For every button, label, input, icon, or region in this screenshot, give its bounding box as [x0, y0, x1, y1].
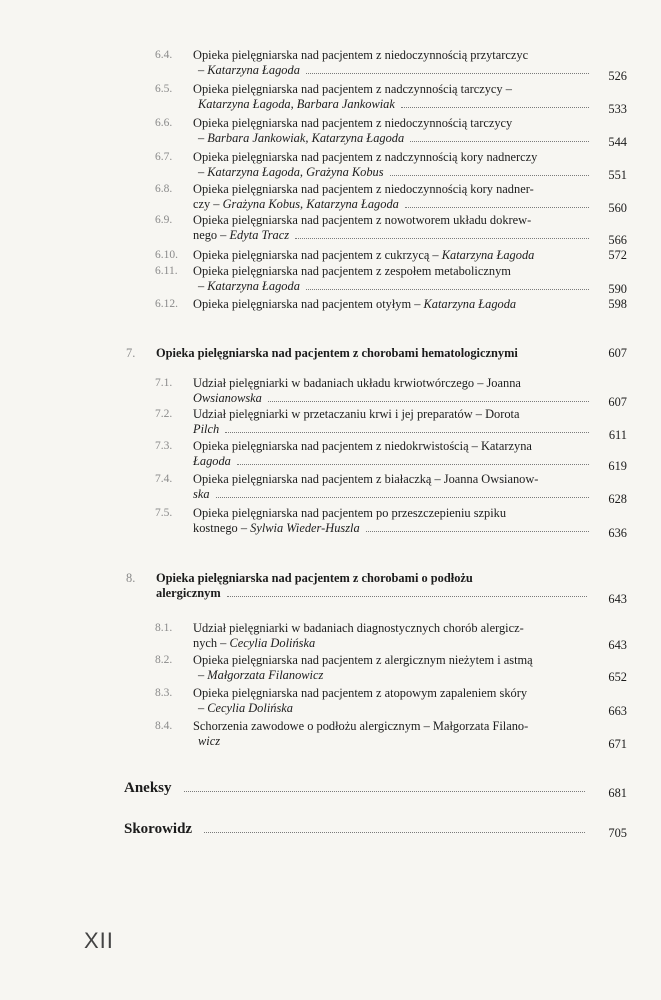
section-number: 6.9. — [155, 214, 173, 226]
entry-dash: – — [198, 63, 208, 77]
page-number: 643 — [608, 638, 627, 652]
entry-title: Udział pielęgniarki w badaniach diagnostycznych chorób alergicz- — [193, 621, 524, 635]
entry-dash: nego – — [193, 228, 230, 242]
entry-title: Opieka pielęgniarska nad pacjentem z niedoczynnością kory nadner- — [193, 182, 534, 196]
page-number: 643 — [608, 592, 627, 606]
section-number: 7.3. — [155, 440, 173, 452]
leader-dots — [225, 432, 589, 433]
page-number: 628 — [608, 492, 627, 506]
entry-title: Opieka pielęgniarska nad pacjentem z nadczynnością tarczycy – — [193, 82, 512, 96]
section-number: 6.4. — [155, 49, 173, 61]
page-number: 619 — [608, 459, 627, 473]
page-number: 526 — [608, 69, 627, 83]
entry-title: Opieka pielęgniarska nad pacjentem z nadczynnością kory nadnerczy — [193, 150, 538, 164]
entry-author: Katarzyna Łagoda — [441, 248, 535, 262]
section-number: 8.3. — [155, 687, 173, 699]
skorowidz-page-number: 705 — [608, 826, 627, 840]
entry-dash: – — [198, 279, 208, 293]
entry-title: Opieka pielęgniarska nad pacjentem z nowotworem układu dokrew- — [193, 213, 532, 227]
leader-dots — [390, 175, 589, 176]
section-number: 7.5. — [155, 507, 173, 519]
entry-author: Katarzyna Łagoda — [207, 63, 300, 77]
entry-dash: – — [198, 165, 208, 179]
entry-title: Opieka pielęgniarska nad pacjentem otyłym – — [193, 297, 424, 311]
chapter-title: Opieka pielęgniarska nad pacjentem z chorobami o podłożu — [156, 571, 473, 585]
page-number: 551 — [608, 168, 627, 182]
entry-author: Łagoda — [193, 454, 231, 468]
entry-author: Owsianowska — [193, 391, 262, 405]
page-number: 663 — [608, 704, 627, 718]
entry-author: Katarzyna Łagoda — [423, 297, 517, 311]
section-number: 6.6. — [155, 117, 173, 129]
entry-dash: – — [198, 668, 208, 682]
entry-author: Katarzyna Łagoda, Grażyna Kobus — [207, 165, 384, 179]
page-number: 598 — [608, 297, 627, 311]
page-number: 560 — [608, 201, 627, 215]
entry-author: Pilch — [193, 422, 220, 436]
entry-title: Opieka pielęgniarska nad pacjentem z niedokrwistością – Katarzyna — [193, 439, 532, 453]
chapter-number: 8. — [126, 571, 136, 585]
toc-aneksy[interactable] — [124, 779, 589, 797]
section-number: 6.11. — [155, 265, 178, 277]
leader-dots — [329, 678, 589, 679]
section-number: 6.12. — [155, 298, 178, 310]
section-number: 8.1. — [155, 622, 173, 634]
leader-dots — [306, 73, 589, 74]
entry-dash: – — [198, 131, 208, 145]
entry-title: Opieka pielęgniarska nad pacjentem z białaczką – Joanna Owsianow- — [193, 472, 539, 486]
entry-dash: – — [198, 701, 208, 715]
section-number: 6.8. — [155, 183, 173, 195]
section-number: 8.2. — [155, 654, 173, 666]
leader-dots — [237, 464, 589, 465]
section-number: 8.4. — [155, 720, 173, 732]
page-number-roman: XII — [84, 928, 114, 953]
leader-dots — [410, 141, 589, 142]
leader-dots — [299, 711, 589, 712]
chapter-number: 7. — [126, 346, 136, 360]
page-number: 590 — [608, 282, 627, 296]
entry-author: Grażyna Kobus, Katarzyna Łagoda — [222, 197, 399, 211]
section-number: 7.2. — [155, 408, 173, 420]
section-number: 6.10. — [155, 249, 178, 261]
leader-dots — [204, 832, 585, 833]
entry-author: Katarzyna Łagoda, Barbara Jankowiak — [198, 97, 395, 111]
entry-author: wicz — [198, 734, 221, 748]
entry-author: Cecylia Dolińska — [207, 701, 293, 715]
entry-title: Udział pielęgniarki w przetaczaniu krwi i jej preparatów – Dorota — [193, 407, 520, 421]
page-number: 566 — [608, 233, 627, 247]
entry-dash: kostnego – — [193, 521, 251, 535]
entry-title: Opieka pielęgniarska nad pacjentem z zespołem metabolicznym — [193, 264, 511, 278]
entry-author: ska — [193, 487, 210, 501]
entry-author: Edyta Tracz — [229, 228, 290, 242]
aneksy-title: Aneksy — [124, 780, 172, 796]
chapter-title-cont: alergicznym — [156, 586, 221, 600]
entry-title: Udział pielęgniarki w badaniach układu krwiotwórczego – Joanna — [193, 376, 521, 390]
section-number: 6.7. — [155, 151, 173, 163]
page-number: 607 — [608, 346, 627, 360]
page-number: 533 — [608, 102, 627, 116]
page-number: 607 — [608, 395, 627, 409]
entry-dash: czy – — [193, 197, 223, 211]
entry-title: Opieka pielęgniarska nad pacjentem z niedoczynnością przytarczyc — [193, 48, 529, 62]
leader-dots — [366, 531, 589, 532]
entry-author: Cecylia Dolińska — [229, 636, 316, 650]
skorowidz-title: Skorowidz — [124, 821, 193, 837]
aneksy-page-number: 681 — [608, 786, 627, 800]
section-number: 7.4. — [155, 473, 173, 485]
leader-dots — [216, 497, 589, 498]
chapter-title: Opieka pielęgniarska nad pacjentem z chorobami hematologicznymi — [156, 346, 518, 360]
section-number: 7.1. — [155, 377, 173, 389]
page-number: 652 — [608, 670, 627, 684]
page-number: 544 — [608, 135, 627, 149]
entry-title: Opieka pielęgniarska nad pacjentem z atopowym zapaleniem skóry — [193, 686, 528, 700]
entry-author: Barbara Jankowiak, Katarzyna Łagoda — [207, 131, 405, 145]
leader-dots — [295, 238, 589, 239]
leader-dots — [226, 744, 589, 745]
page-number: 671 — [608, 737, 627, 751]
entry-title: Schorzenia zawodowe o podłożu alergicznym – Małgorzata Filano- — [193, 719, 529, 733]
entry-dash: nych – — [193, 636, 230, 650]
entry-title: Opieka pielęgniarska nad pacjentem z cukrzycą – — [193, 248, 442, 262]
leader-dots — [405, 207, 589, 208]
entry-author: Katarzyna Łagoda — [207, 279, 300, 293]
leader-dots — [306, 289, 589, 290]
leader-dots — [321, 646, 589, 647]
leader-dots — [184, 791, 585, 792]
entry-title: Opieka pielęgniarska nad pacjentem po przeszczepieniu szpiku — [193, 506, 507, 520]
entry-author: Sylwia Wieder-Huszla — [250, 521, 360, 535]
section-number: 6.5. — [155, 83, 173, 95]
entry-author: Małgorzata Filanowicz — [207, 668, 324, 682]
page-number: 572 — [608, 248, 627, 262]
leader-dots — [268, 401, 589, 402]
leader-dots — [227, 596, 587, 597]
entry-title: Opieka pielęgniarska nad pacjentem z niedoczynnością tarczycy — [193, 116, 513, 130]
page-number: 636 — [608, 526, 627, 540]
entry-title: Opieka pielęgniarska nad pacjentem z alergicznym nieżytem i astmą — [193, 653, 533, 667]
toc-skorowidz[interactable] — [124, 820, 589, 838]
page-number: 611 — [608, 428, 627, 442]
leader-dots — [401, 107, 589, 108]
